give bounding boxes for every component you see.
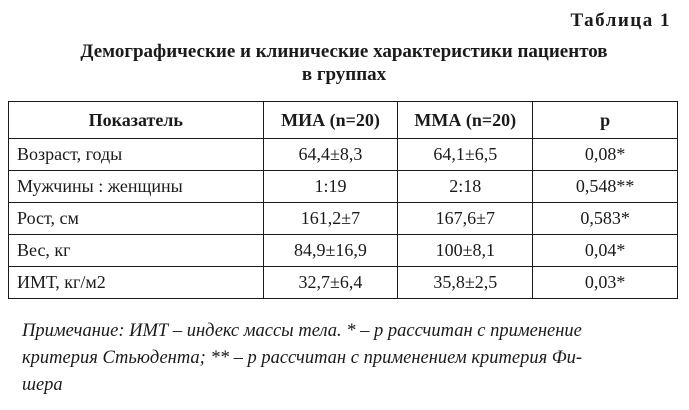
row-label: Рост, см [9, 203, 264, 235]
row-label: ИМТ, кг/м2 [9, 267, 264, 299]
note-line-1: Примечание: ИМТ – индекс массы тела. * – p рассчитан с применение [22, 321, 582, 341]
mia-value: 64,4±8,3 [263, 139, 398, 171]
row-label: Вес, кг [9, 235, 264, 267]
row-label: Мужчины : женщины [9, 171, 264, 203]
note-line-3: шера [22, 375, 63, 395]
table-row [9, 139, 678, 171]
table-title [8, 40, 680, 86]
table-row [9, 267, 678, 299]
table-row [9, 235, 678, 267]
mma-value: 2:18 [398, 171, 533, 203]
p-value: 0,548** [533, 171, 678, 203]
mma-value: 100±8,1 [398, 235, 533, 267]
table-row [9, 171, 678, 203]
table-note [22, 318, 682, 399]
mia-value: 1:19 [263, 171, 398, 203]
mma-value: 64,1±6,5 [398, 139, 533, 171]
note-line-2: критерия Стьюдента; ** – p рассчитан с применением критерия Фи- [22, 348, 583, 368]
p-value: 0,08* [533, 139, 678, 171]
table-row [9, 203, 678, 235]
p-value: 0,03* [533, 267, 678, 299]
mia-value: 84,9±16,9 [263, 235, 398, 267]
p-value: 0,04* [533, 235, 678, 267]
p-value: 0,583* [533, 203, 678, 235]
mma-value: 167,6±7 [398, 203, 533, 235]
mma-value: 35,8±2,5 [398, 267, 533, 299]
header-p: p [533, 102, 678, 139]
header-indicator: Показатель [9, 102, 264, 139]
header-row [9, 102, 678, 139]
table-title-line-1: Демографические и клинические характеристики пациентов [80, 41, 608, 62]
mia-value: 161,2±7 [263, 203, 398, 235]
table-title-line-2: в группах [301, 64, 387, 85]
row-label: Возраст, годы [9, 139, 264, 171]
header-mia: МИА (n=20) [263, 102, 398, 139]
mia-value: 32,7±6,4 [263, 267, 398, 299]
table-number: Таблица 1 [570, 10, 671, 31]
characteristics-table [8, 101, 678, 299]
header-mma: ММА (n=20) [398, 102, 533, 139]
